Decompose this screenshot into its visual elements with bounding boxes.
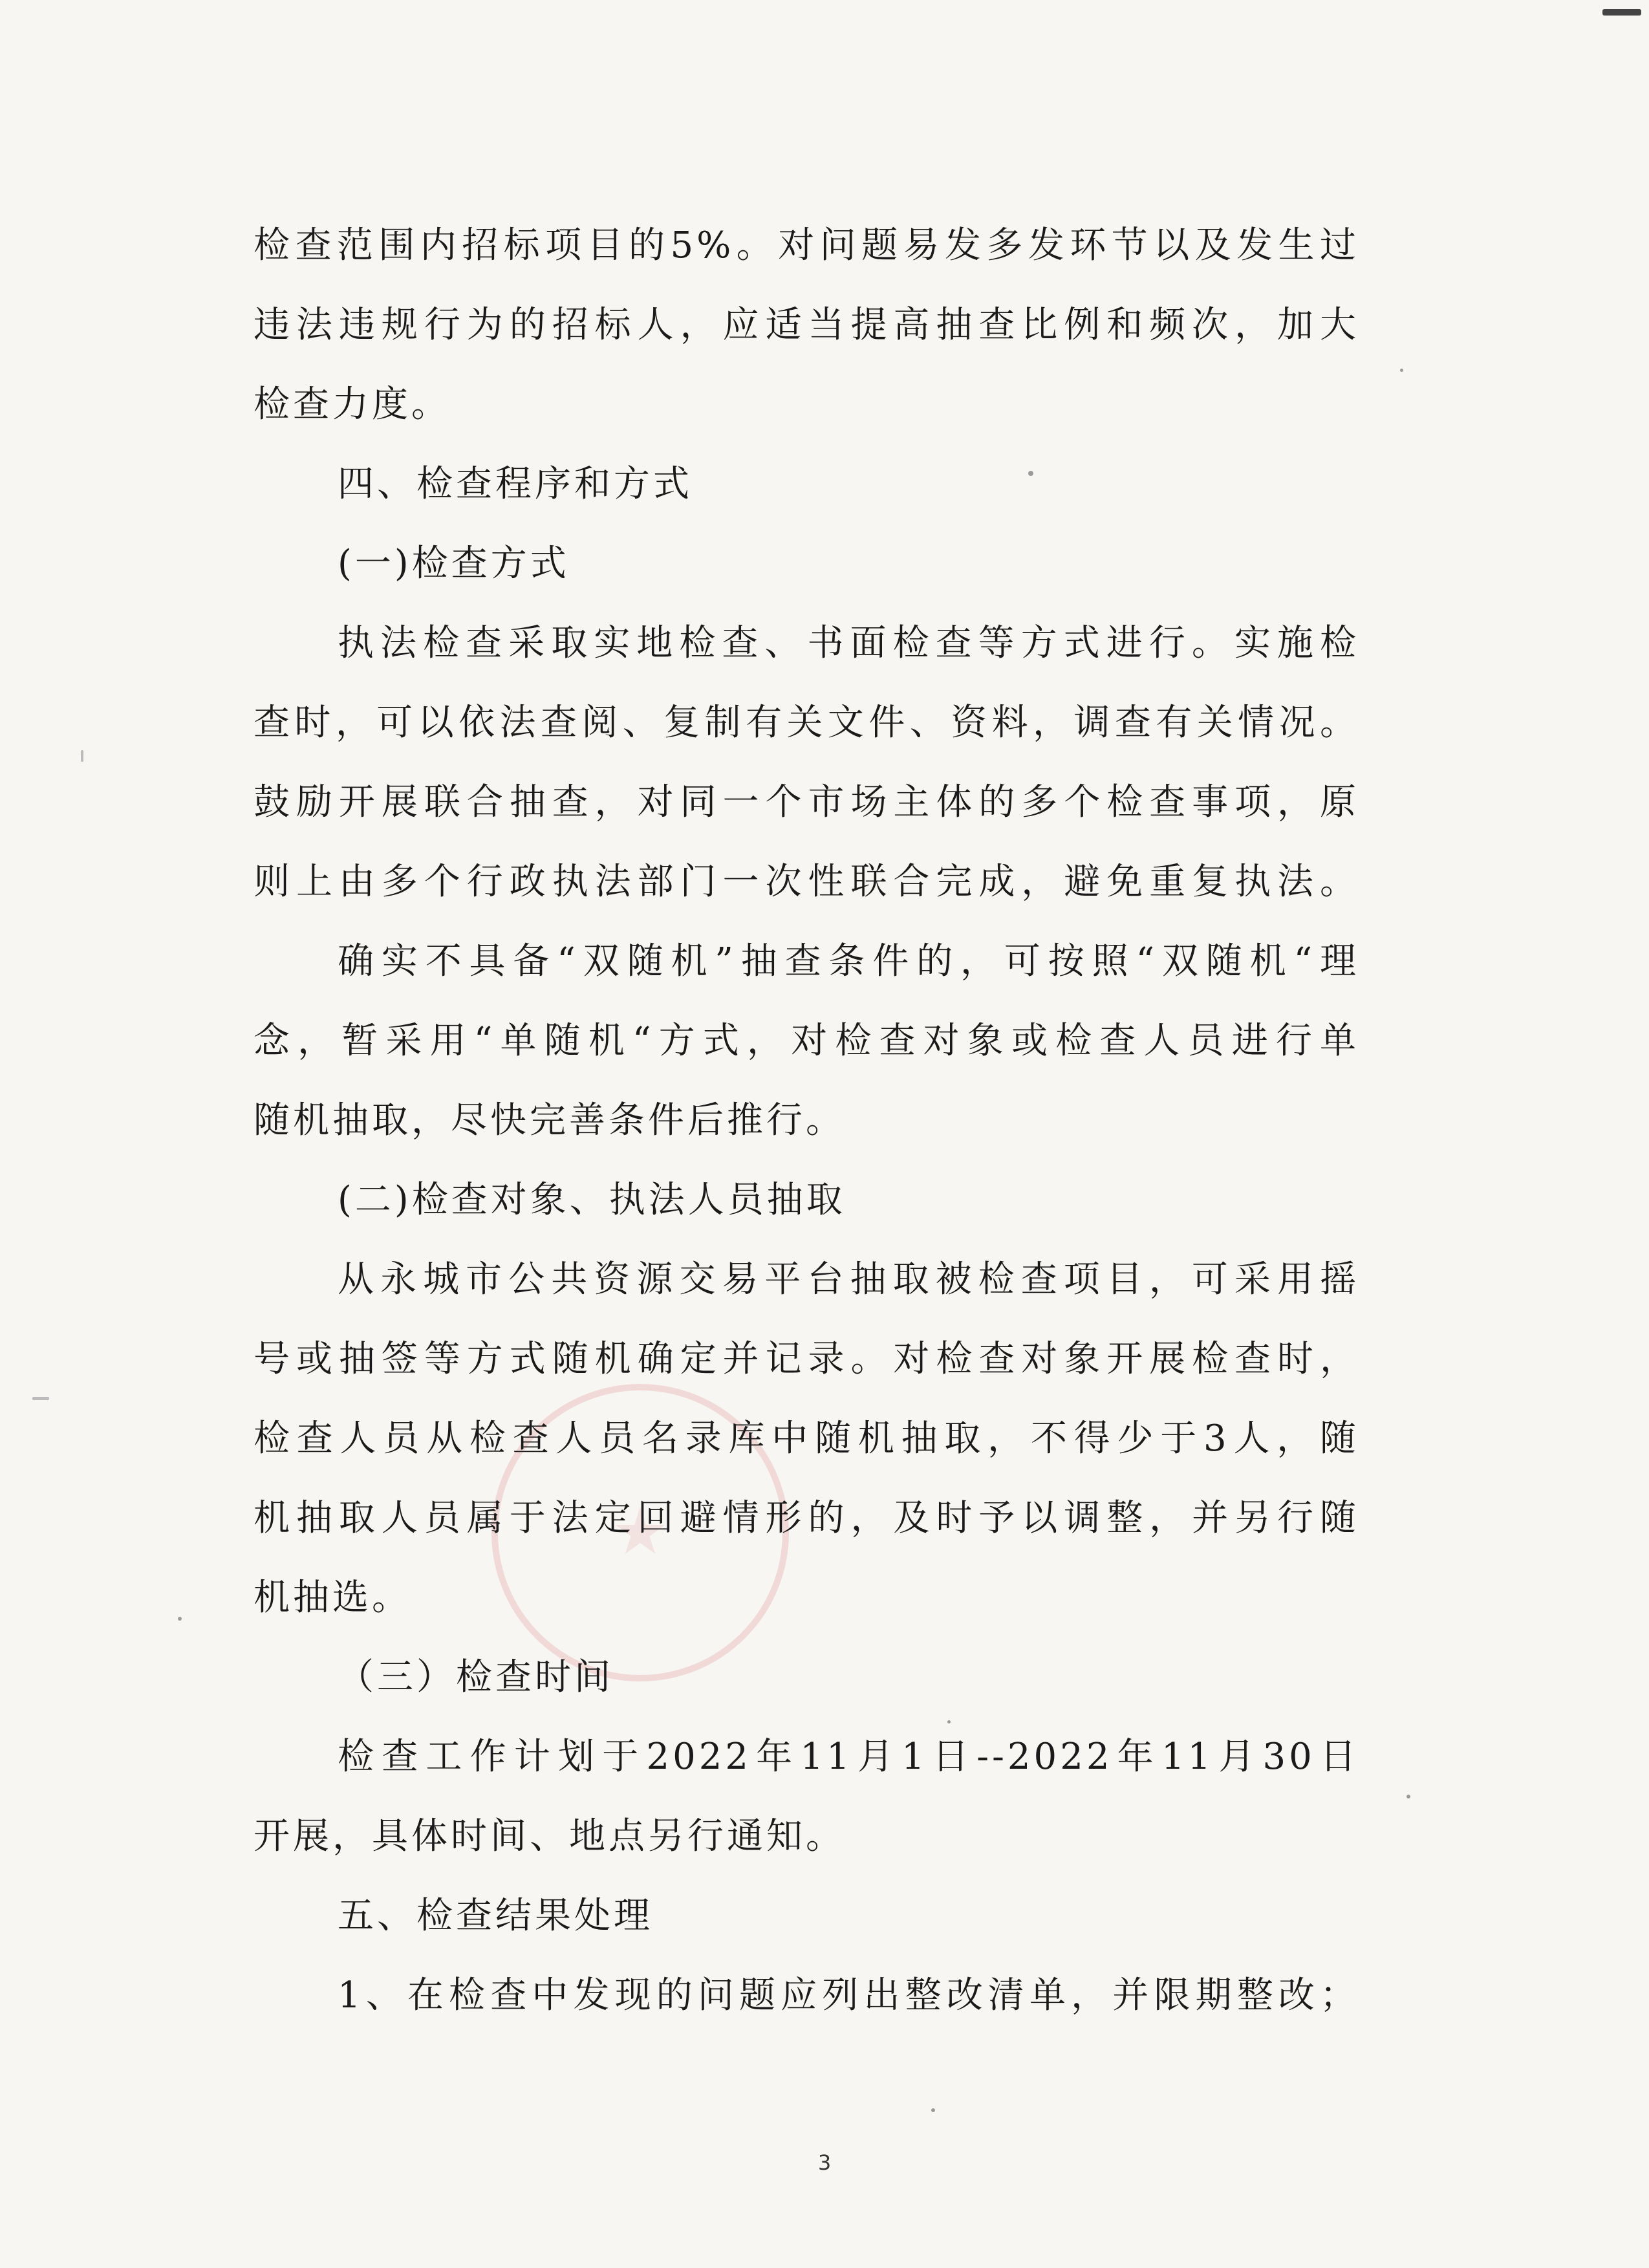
text-line: 检查力度。 — [253, 383, 451, 426]
text-line: 查时，可以依法查阅、复制有关文件、资料，调查有关情况。 — [253, 702, 1359, 744]
scan-speck — [1406, 1795, 1410, 1798]
text-line: 念，暂采用“单随机“方式，对检查对象或检查人员进行单 — [253, 1020, 1359, 1062]
page-number: 3 — [817, 2150, 832, 2175]
text-line: 确实不具备“双随机”抽查条件的，可按照“双随机“理 — [338, 940, 1359, 982]
subsection-heading: （三）检查时间 — [338, 1656, 614, 1698]
text-line: 违法违规行为的招标人，应适当提高抽查比例和频次，加大 — [253, 304, 1359, 346]
text-line: 检查工作计划于2022年11月1日--2022年11月30日 — [338, 1736, 1359, 1778]
scan-speck — [32, 1397, 49, 1400]
scan-speck — [178, 1617, 182, 1621]
section-heading: 四、检查程序和方式 — [338, 463, 693, 505]
text-line: 随机抽取，尽快完善条件后推行。 — [253, 1099, 845, 1141]
subsection-heading: (二)检查对象、执法人员抽取 — [338, 1179, 846, 1221]
text-line: 号或抽签等方式随机确定并记录。对检查对象开展检查时， — [253, 1338, 1359, 1380]
section-heading: 五、检查结果处理 — [338, 1895, 653, 1937]
text-line: 机抽取人员属于法定回避情形的，及时予以调整，并另行随 — [253, 1497, 1359, 1539]
scan-speck — [947, 1720, 951, 1723]
text-line: 检查人员从检查人员名录库中随机抽取，不得少于3人，随 — [253, 1418, 1359, 1460]
subsection-heading: (一)检查方式 — [338, 543, 570, 585]
scan-speck — [931, 2108, 935, 2112]
text-line: 机抽选。 — [253, 1577, 411, 1619]
scan-speck — [81, 750, 83, 762]
text-line: 检查范围内招标项目的5%。对问题易发多发环节以及发生过 — [253, 224, 1359, 266]
document-body — [253, 206, 1359, 2035]
scan-speck — [1400, 369, 1403, 372]
scan-speck — [1028, 471, 1033, 476]
scan-speck — [1602, 9, 1641, 16]
text-line: 鼓励开展联合抽查，对同一个市场主体的多个检查事项，原 — [253, 781, 1359, 823]
text-line: 则上由多个行政执法部门一次性联合完成，避免重复执法。 — [253, 861, 1359, 903]
text-line: 1、在检查中发现的问题应列出整改清单，并限期整改； — [338, 1974, 1359, 2016]
text-line: 开展，具体时间、地点另行通知。 — [253, 1815, 845, 1857]
text-line: 从永城市公共资源交易平台抽取被检查项目，可采用摇 — [338, 1258, 1359, 1301]
text-line: 执法检查采取实地检查、书面检查等方式进行。实施检 — [338, 622, 1359, 664]
